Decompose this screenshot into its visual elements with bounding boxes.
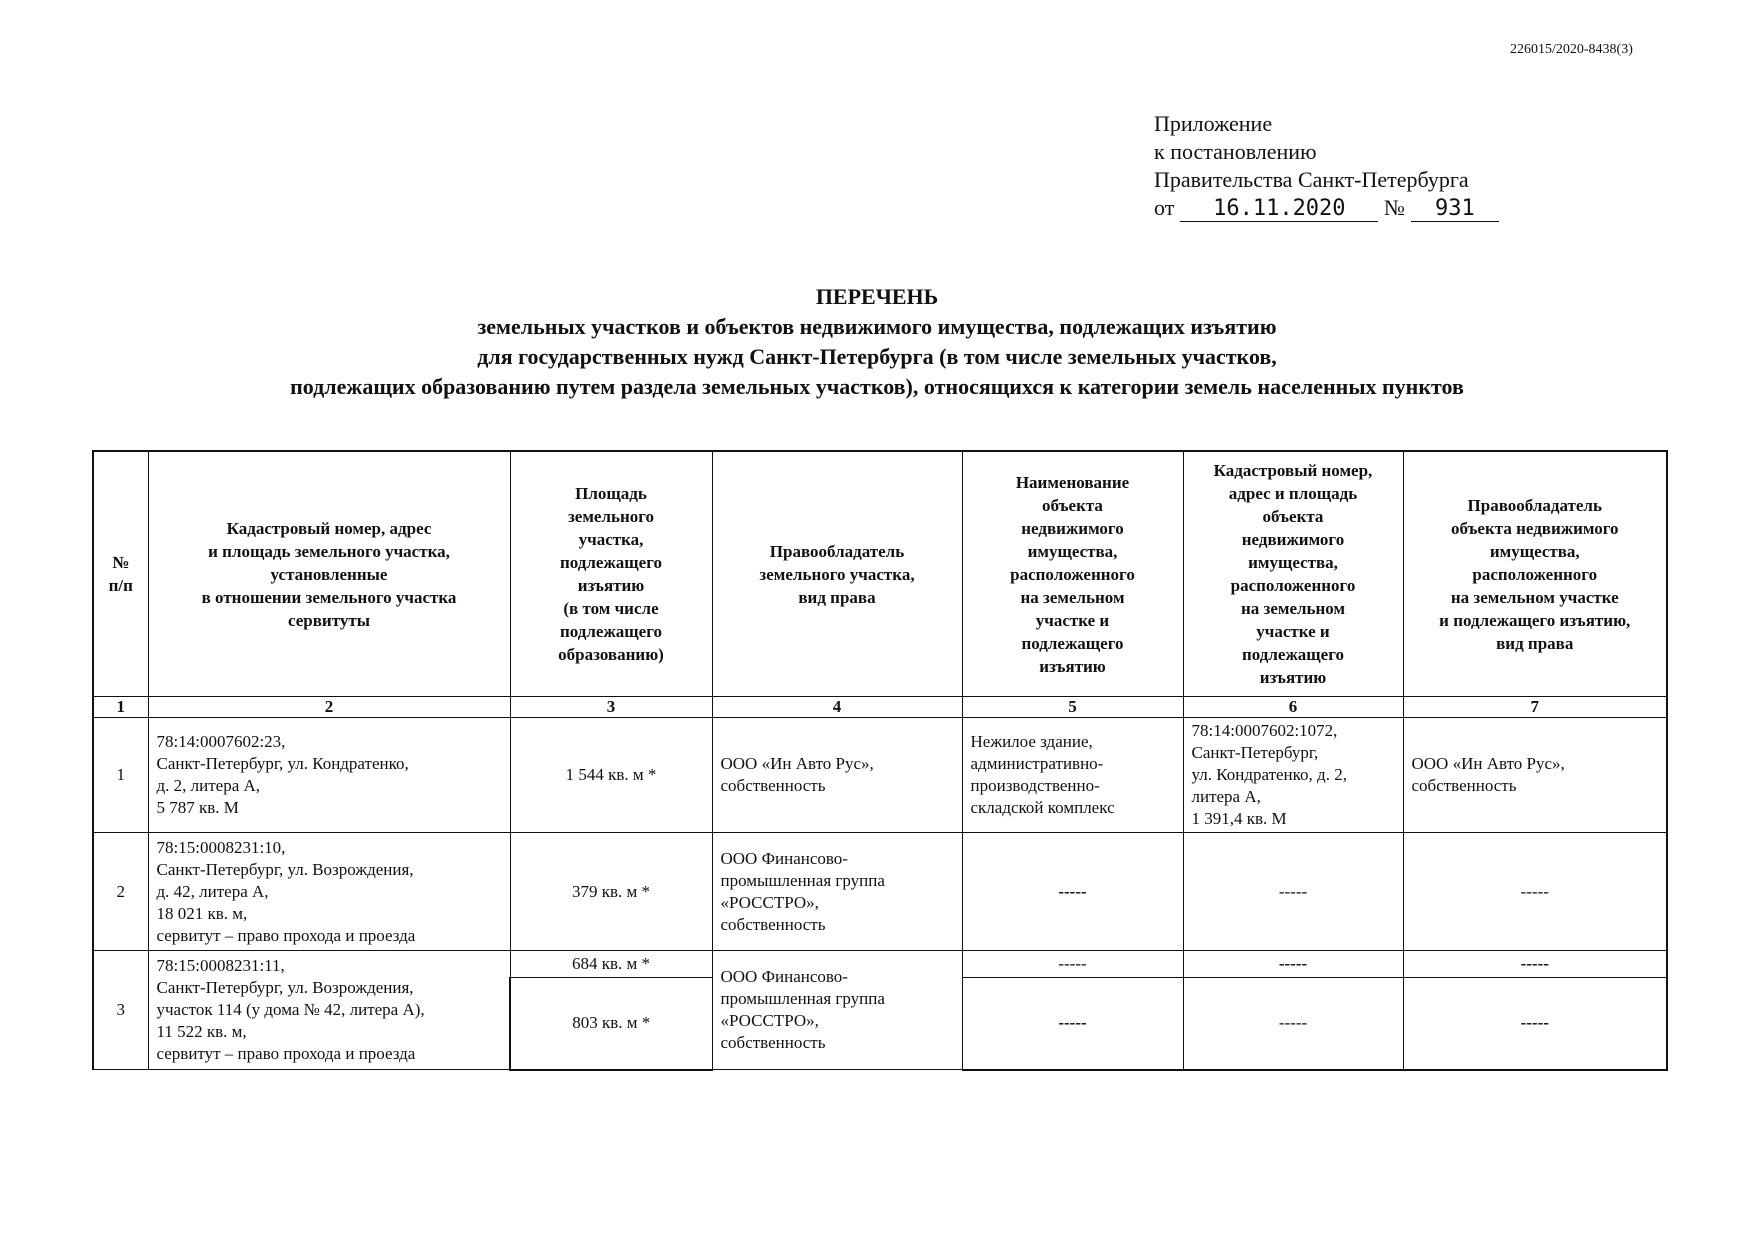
object-owner: ----- [1403, 833, 1667, 951]
row-number: 3 [93, 951, 148, 1070]
header-cell: Правообладатель объекта недвижимого имущества, расположенного на земельном участке и подлежащего изъятию, вид права [1403, 451, 1667, 697]
parcel-owner: ООО Финансово- промышленная группа «РОССТРО», собственность [712, 833, 962, 951]
document-title [0, 282, 1754, 402]
parcel-info: 78:15:0008231:11, Санкт-Петербург, ул. Возрождения, участок 114 (у дома № 42, литера А), 11 522 кв. м, сервитут – право прохода и проезда [148, 951, 510, 1070]
appendix-line-2: к постановлению [1154, 139, 1317, 164]
object-name: ----- [962, 951, 1183, 978]
object-info: 78:14:0007602:1072, Санкт-Петербург, ул. Кондратенко, д. 2, литера А, 1 391,4 кв. М [1183, 718, 1403, 833]
object-info: ----- [1183, 833, 1403, 951]
parcel-area: 379 кв. м * [510, 833, 712, 951]
column-number: 1 [93, 697, 148, 718]
column-number: 2 [148, 697, 510, 718]
object-name: Нежилое здание, административно- производственно- складской комплекс [962, 718, 1183, 833]
column-number: 4 [712, 697, 962, 718]
parcel-area: 803 кв. м * [510, 978, 712, 1070]
parcel-owner: ООО Финансово- промышленная группа «РОССТРО», собственность [712, 951, 962, 1070]
column-number: 6 [1183, 697, 1403, 718]
appendix-line-1: Приложение [1154, 111, 1273, 136]
object-info: ----- [1183, 978, 1403, 1070]
resolution-date: 16.11.2020 [1180, 197, 1378, 222]
object-info: ----- [1183, 951, 1403, 978]
table-header-row [93, 451, 1667, 697]
title-line-2: земельных участков и объектов недвижимого имущества, подлежащих изъятию [477, 314, 1277, 339]
column-number: 3 [510, 697, 712, 718]
header-cell: Площадь земельного участка, подлежащего изъятию (в том числе подлежащего образованию) [510, 451, 712, 697]
object-owner: ----- [1403, 951, 1667, 978]
parcel-owner: ООО «Ин Авто Рус», собственность [712, 718, 962, 833]
column-number: 5 [962, 697, 1183, 718]
title-line-4: подлежащих образованию путем раздела земельных участков), относящихся к категории земель населенных пунктов [290, 374, 1464, 399]
object-owner: ООО «Ин Авто Рус», собственность [1403, 718, 1667, 833]
number-label: № [1383, 195, 1405, 220]
appendix-date-line [1154, 194, 1499, 222]
object-name: ----- [962, 978, 1183, 1070]
table-row [93, 718, 1667, 833]
parcel-info: 78:14:0007602:23, Санкт-Петербург, ул. Кондратенко, д. 2, литера А, 5 787 кв. М [148, 718, 510, 833]
header-cell: Кадастровый номер, адрес и площадь земельного участка, установленные в отношении земельного участка сервитуты [148, 451, 510, 697]
parcel-area: 1 544 кв. м * [510, 718, 712, 833]
document-number: 226015/2020-8438(3) [1510, 42, 1633, 57]
title-line-1: ПЕРЕЧЕНЬ [815, 284, 939, 309]
parcel-info: 78:15:0008231:10, Санкт-Петербург, ул. Возрождения, д. 42, литера А, 18 021 кв. м, сервитут – право прохода и проезда [148, 833, 510, 951]
header-cell: № п/п [93, 451, 148, 697]
row-number: 2 [93, 833, 148, 951]
appendix-block [1154, 110, 1499, 222]
appendix-line-3: Правительства Санкт-Петербурга [1154, 167, 1469, 192]
table-row [93, 833, 1667, 951]
parcel-area: 684 кв. м * [510, 951, 712, 978]
header-cell: Кадастровый номер, адрес и площадь объекта недвижимого имущества, расположенного на земельном участке и подлежащего изъятию [1183, 451, 1403, 697]
object-owner: ----- [1403, 978, 1667, 1070]
parcels-table [92, 450, 1668, 1071]
column-number-row [93, 697, 1667, 718]
table-row [93, 951, 1667, 978]
resolution-number: 931 [1411, 197, 1499, 222]
from-label: от [1154, 195, 1175, 220]
column-number: 7 [1403, 697, 1667, 718]
row-number: 1 [93, 718, 148, 833]
object-name: ----- [962, 833, 1183, 951]
header-cell: Наименование объекта недвижимого имущества, расположенного на земельном участке и подлежащего изъятию [962, 451, 1183, 697]
header-cell: Правообладатель земельного участка, вид права [712, 451, 962, 697]
title-line-3: для государственных нужд Санкт-Петербурга (в том числе земельных участков, [477, 344, 1277, 369]
